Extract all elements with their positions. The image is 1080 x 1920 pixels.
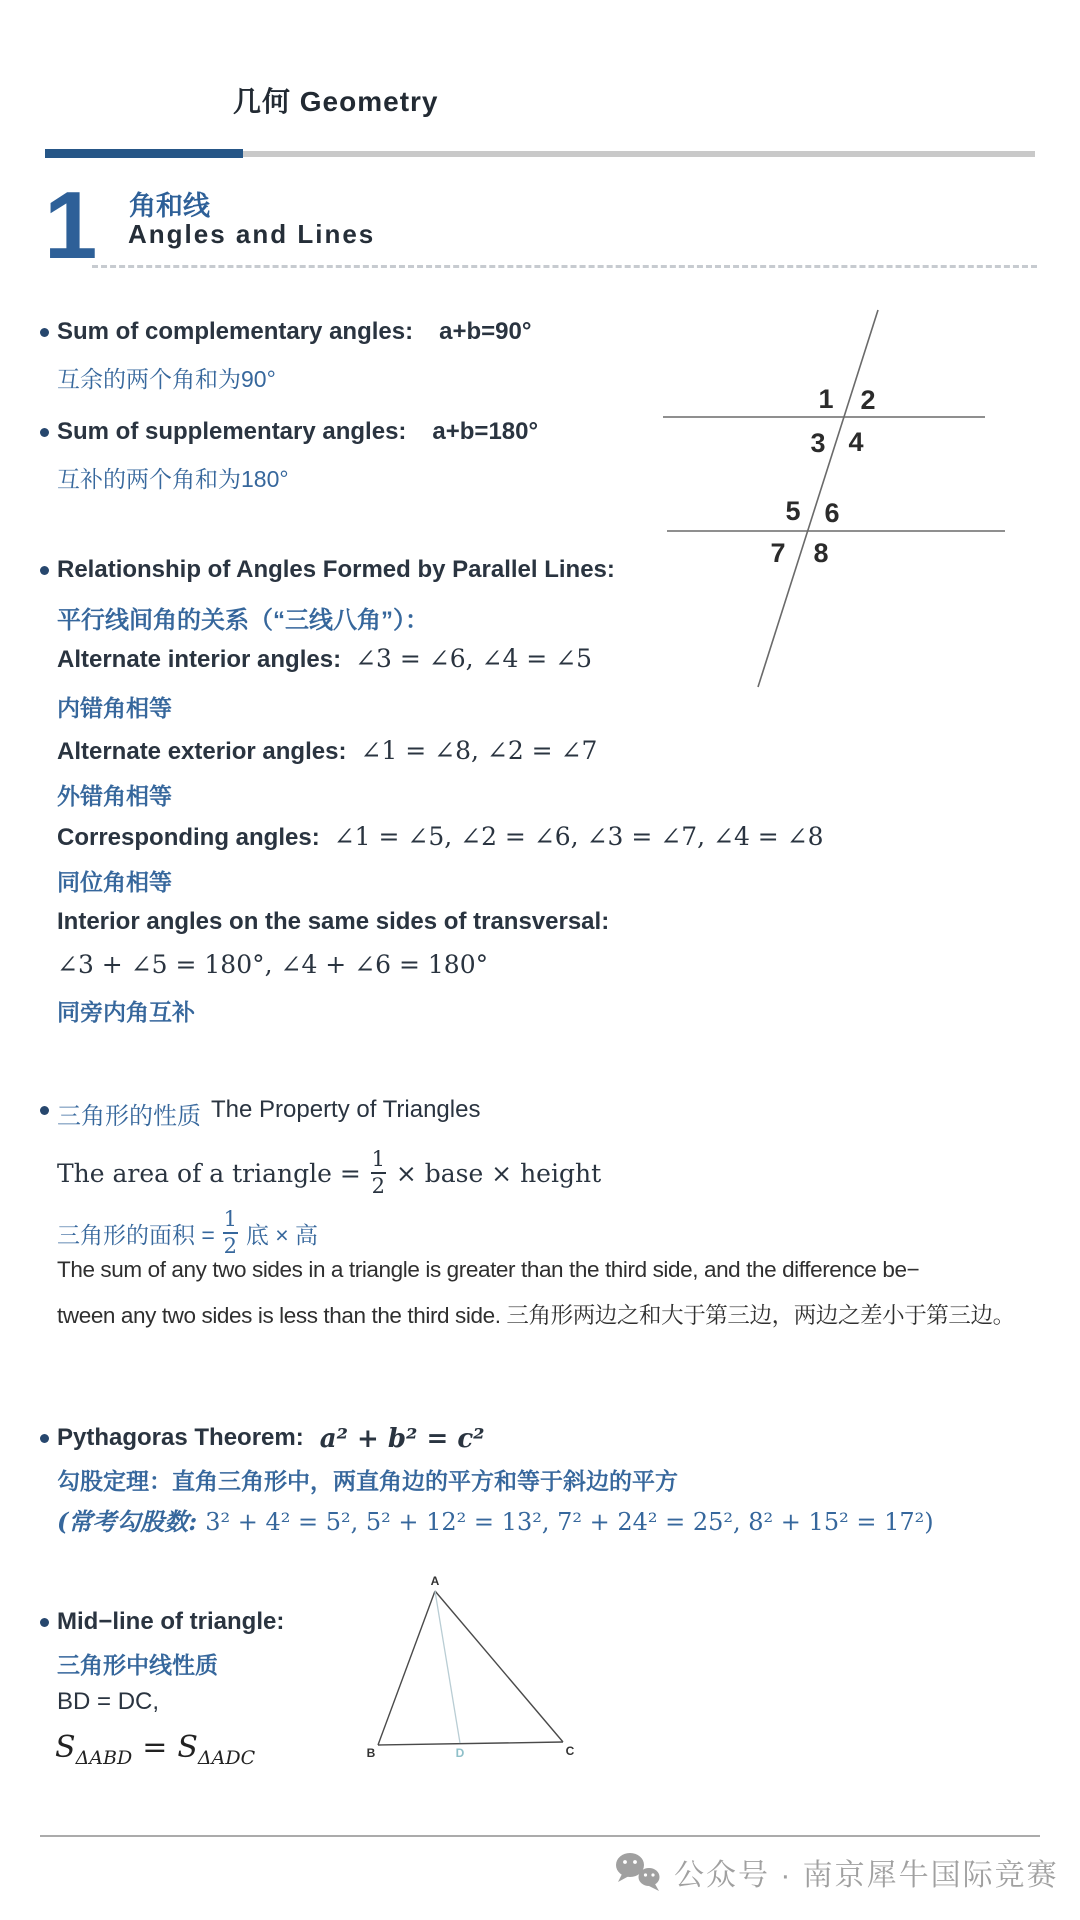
corresponding-zh: 同位角相等 <box>57 869 172 895</box>
bullet-dot <box>40 328 49 337</box>
alt-exterior-label: Alternate exterior angles: <box>57 738 347 765</box>
alt-interior-label: Alternate interior angles: <box>57 646 342 673</box>
section-number: 1 <box>44 172 98 279</box>
pythagoras-math: a² + b² = c² <box>319 1424 485 1454</box>
section-title-en: Angles and Lines <box>128 219 376 249</box>
bullet-dot <box>40 1618 49 1627</box>
bullet-dot <box>40 1434 49 1443</box>
midpoint-label-d: D <box>455 1746 465 1760</box>
angle-label-1: 1 <box>818 384 834 414</box>
triangle-property-en: The Property of Triangles <box>211 1096 481 1123</box>
alt-exterior-row <box>57 736 597 766</box>
triangle-side-ac <box>435 1591 563 1742</box>
wechat-icon <box>612 1851 664 1893</box>
fraction-one-half <box>223 1209 238 1257</box>
angle-label-2: 2 <box>860 385 876 415</box>
midline-zh: 三角形中线性质 <box>57 1652 218 1678</box>
area-zh-suffix: 底 × 高 <box>245 1221 319 1248</box>
triples-list: 3² + 4² = 5², 5² + 12² = 13², 7² + 24² = 25², 8² + 15² = 17²) <box>205 1508 934 1536</box>
fraction-one-half <box>371 1149 386 1197</box>
vertex-label-a: A <box>430 1575 440 1588</box>
midline-area-equality <box>55 1730 255 1769</box>
co-interior-math: ∠3 + ∠5 = 180°, ∠4 + ∠6 = 180° <box>57 950 489 979</box>
triples-prefix: (常考勾股数: <box>57 1507 198 1536</box>
area-en-suffix: × base × height <box>395 1158 602 1188</box>
bullet-supplementary <box>40 418 538 446</box>
midline-statement: BD = DC, <box>57 1688 160 1715</box>
vertex-label-c: C <box>565 1744 575 1758</box>
header-bar-gray <box>243 151 1035 157</box>
bullet-dot <box>40 428 49 437</box>
bullet-complementary <box>40 318 531 346</box>
triangle-side-bc <box>378 1742 563 1745</box>
angle-label-7: 7 <box>770 538 786 568</box>
parallel-label: Relationship of Angles Formed by Parallel Lines: <box>57 556 615 583</box>
pythagoras-triples <box>57 1502 934 1537</box>
footer-divider <box>40 1835 1040 1837</box>
co-interior-label: Interior angles on the same sides of transversal: <box>57 908 610 935</box>
alt-exterior-math: ∠1 = ∠8, ∠2 = ∠7 <box>360 736 598 765</box>
bullet-dot <box>40 566 49 575</box>
corresponding-label: Corresponding angles: <box>57 824 320 851</box>
triangle-property-zh: 三角形的性质 <box>57 1103 201 1130</box>
corresponding-math: ∠1 = ∠5, ∠2 = ∠6, ∠3 = ∠7, ∠4 = ∠8 <box>333 822 824 851</box>
complementary-zh: 互余的两个角和为90° <box>57 366 276 392</box>
footer-account-label: 公众号 · 南京犀牛国际竞赛 <box>674 1859 1059 1892</box>
header-bar-blue <box>45 149 243 158</box>
area-zh-prefix: 三角形的面积 = <box>57 1221 215 1248</box>
fraction-numerator: 1 <box>371 1147 385 1171</box>
pythagoras-zh: 勾股定理：直角三角形中，两直角边的平方和等于斜边的平方 <box>57 1468 678 1494</box>
parallel-lines-diagram <box>640 250 1020 690</box>
s-symbol: S <box>55 1730 76 1765</box>
angle-label-5: 5 <box>785 496 801 526</box>
alt-exterior-zh: 外错角相等 <box>57 783 172 809</box>
vertex-label-b: B <box>366 1746 376 1760</box>
fraction-numerator: 1 <box>223 1207 238 1231</box>
angle-label-8: 8 <box>813 538 829 568</box>
parallel-zh: 平行线间角的关系（“三线八角”）： <box>57 607 429 634</box>
bullet-midline <box>40 1608 284 1636</box>
angle-label-4: 4 <box>848 427 864 457</box>
area-formula-en <box>57 1142 601 1204</box>
median-triangle-diagram <box>355 1575 585 1760</box>
doc-title: 几何 Geometry <box>233 86 439 117</box>
triangle-side-ab <box>378 1591 435 1745</box>
area-en-prefix: The area of a triangle = <box>57 1158 361 1188</box>
midline-label: Mid−line of triangle: <box>57 1608 285 1635</box>
equals-sign: = <box>142 1730 168 1765</box>
angle-label-6: 6 <box>824 498 840 528</box>
bullet-pythagoras <box>40 1424 485 1454</box>
triangle-median-ad <box>435 1591 460 1743</box>
area-formula-zh <box>57 1204 318 1262</box>
complementary-label: Sum of complementary angles: <box>57 318 414 345</box>
complementary-formula: a+b=90° <box>439 318 532 345</box>
triangle-sum-rule-line2: tween any two sides is less than the third side. 三角形两边之和大于第三边，两边之差小于第三边。 <box>57 1303 1015 1328</box>
angle-label-3: 3 <box>810 428 826 458</box>
alt-interior-row <box>57 644 592 674</box>
bullet-dot <box>40 1106 49 1115</box>
fraction-denominator: 2 <box>371 1174 385 1198</box>
supplementary-formula: a+b=180° <box>432 418 539 445</box>
fraction-denominator: 2 <box>223 1234 238 1258</box>
alt-interior-math: ∠3 = ∠6, ∠4 = ∠5 <box>355 644 593 673</box>
supplementary-label: Sum of supplementary angles: <box>57 418 407 445</box>
s-subscript: ΔADC <box>197 1747 256 1769</box>
corresponding-row <box>57 822 824 852</box>
s-subscript: ΔABD <box>75 1747 133 1769</box>
s-symbol: S <box>177 1730 198 1765</box>
pythagoras-label: Pythagoras Theorem: <box>57 1424 304 1451</box>
bullet-parallel <box>40 556 615 584</box>
alt-interior-zh: 内错角相等 <box>57 695 172 721</box>
bullet-triangle-property <box>40 1096 480 1131</box>
transversal-line <box>758 310 878 687</box>
footer <box>612 1850 1059 1894</box>
co-interior-zh: 同旁内角互补 <box>57 999 195 1025</box>
supplementary-zh: 互补的两个角和为180° <box>57 466 289 492</box>
section-title-zh: 角和线 <box>129 191 210 221</box>
triangle-sum-rule-line1: The sum of any two sides in a triangle is greater than the third side, and the difference be− <box>57 1257 920 1282</box>
